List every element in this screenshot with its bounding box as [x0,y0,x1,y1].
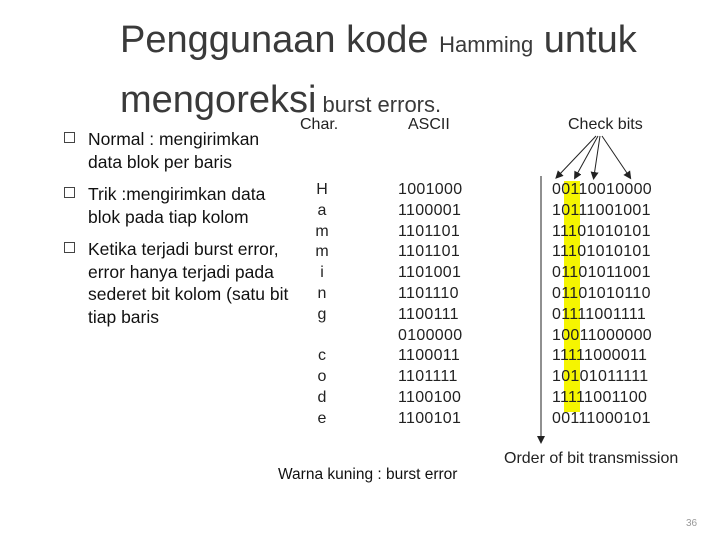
check-bit-arrow [558,136,596,176]
char-cell: m [315,243,329,261]
ascii-cell: 1100111 [398,305,459,323]
char-cell: H [316,181,328,198]
char-cell: i [320,264,324,282]
ascii-cell: 1101001 [398,264,462,282]
check-bits-cell: 11111001100 [552,388,648,406]
check-bits-cell: 11111000011 [552,347,648,365]
char-cell: n [317,284,327,302]
ascii-cell: 0100000 [398,326,463,344]
check-bits-cell: 10101011111 [552,368,649,386]
caption: Warna kuning : burst error [278,466,458,483]
ascii-cell: 1101111 [398,368,458,386]
bullet-text: Trik :mengirimkan data blok pada tiap kolom [88,184,266,227]
char-cell: m [315,222,329,240]
bullet-text: Normal : mengirimkan data blok per baris [88,129,260,172]
title-part-4: mengoreksi [120,79,317,121]
bullet-text: Ketika terjadi burst error, error hanya terjadi pada sederet bit kolom (satu bit tiap baris [88,239,289,327]
ascii-cell: 1100011 [398,347,461,365]
ascii-cell: 1100001 [398,201,462,219]
char-cell: g [317,305,327,323]
check-bits-cell: 10011000000 [552,326,652,344]
ascii-cell: 1001000 [398,181,463,198]
title-part-5: burst errors. [316,92,442,117]
ascii-cell: 1100100 [398,388,462,406]
check-bits-cell: 10111001001 [552,201,651,219]
ascii-cell: 1101110 [398,284,459,302]
check-bit-arrow [602,136,629,176]
order-of-transmission-label: Order of bit transmission [504,450,679,467]
char-cell: o [317,368,327,386]
check-bits-cell: 01101011001 [552,264,651,282]
header-ascii: ASCII [408,116,450,133]
check-bits-cell: 01111001111 [552,305,647,323]
check-bits-cell: 11101010101 [552,222,651,240]
char-cell: a [317,201,327,219]
check-bits-cell: 00111000101 [552,409,651,427]
ascii-cell: 1101101 [398,222,461,240]
title-part-3: untuk [533,19,637,61]
check-bits-cell: 00110010000 [552,181,652,198]
check-bits-cell: 01101010110 [552,284,651,302]
char-cell: e [317,409,327,427]
char-cell: c [318,347,326,365]
page-number: 36 [686,518,698,529]
header-check-bits: Check bits [568,116,643,133]
title-part-2: Hamming [439,32,534,57]
header-char: Char. [300,116,339,133]
ascii-cell: 1101101 [398,243,461,261]
char-cell: d [317,388,327,406]
check-bits-cell: 11101010101 [552,243,651,261]
title-part-1: Penggunaan kode [120,19,440,61]
ascii-cell: 1100101 [398,409,462,427]
